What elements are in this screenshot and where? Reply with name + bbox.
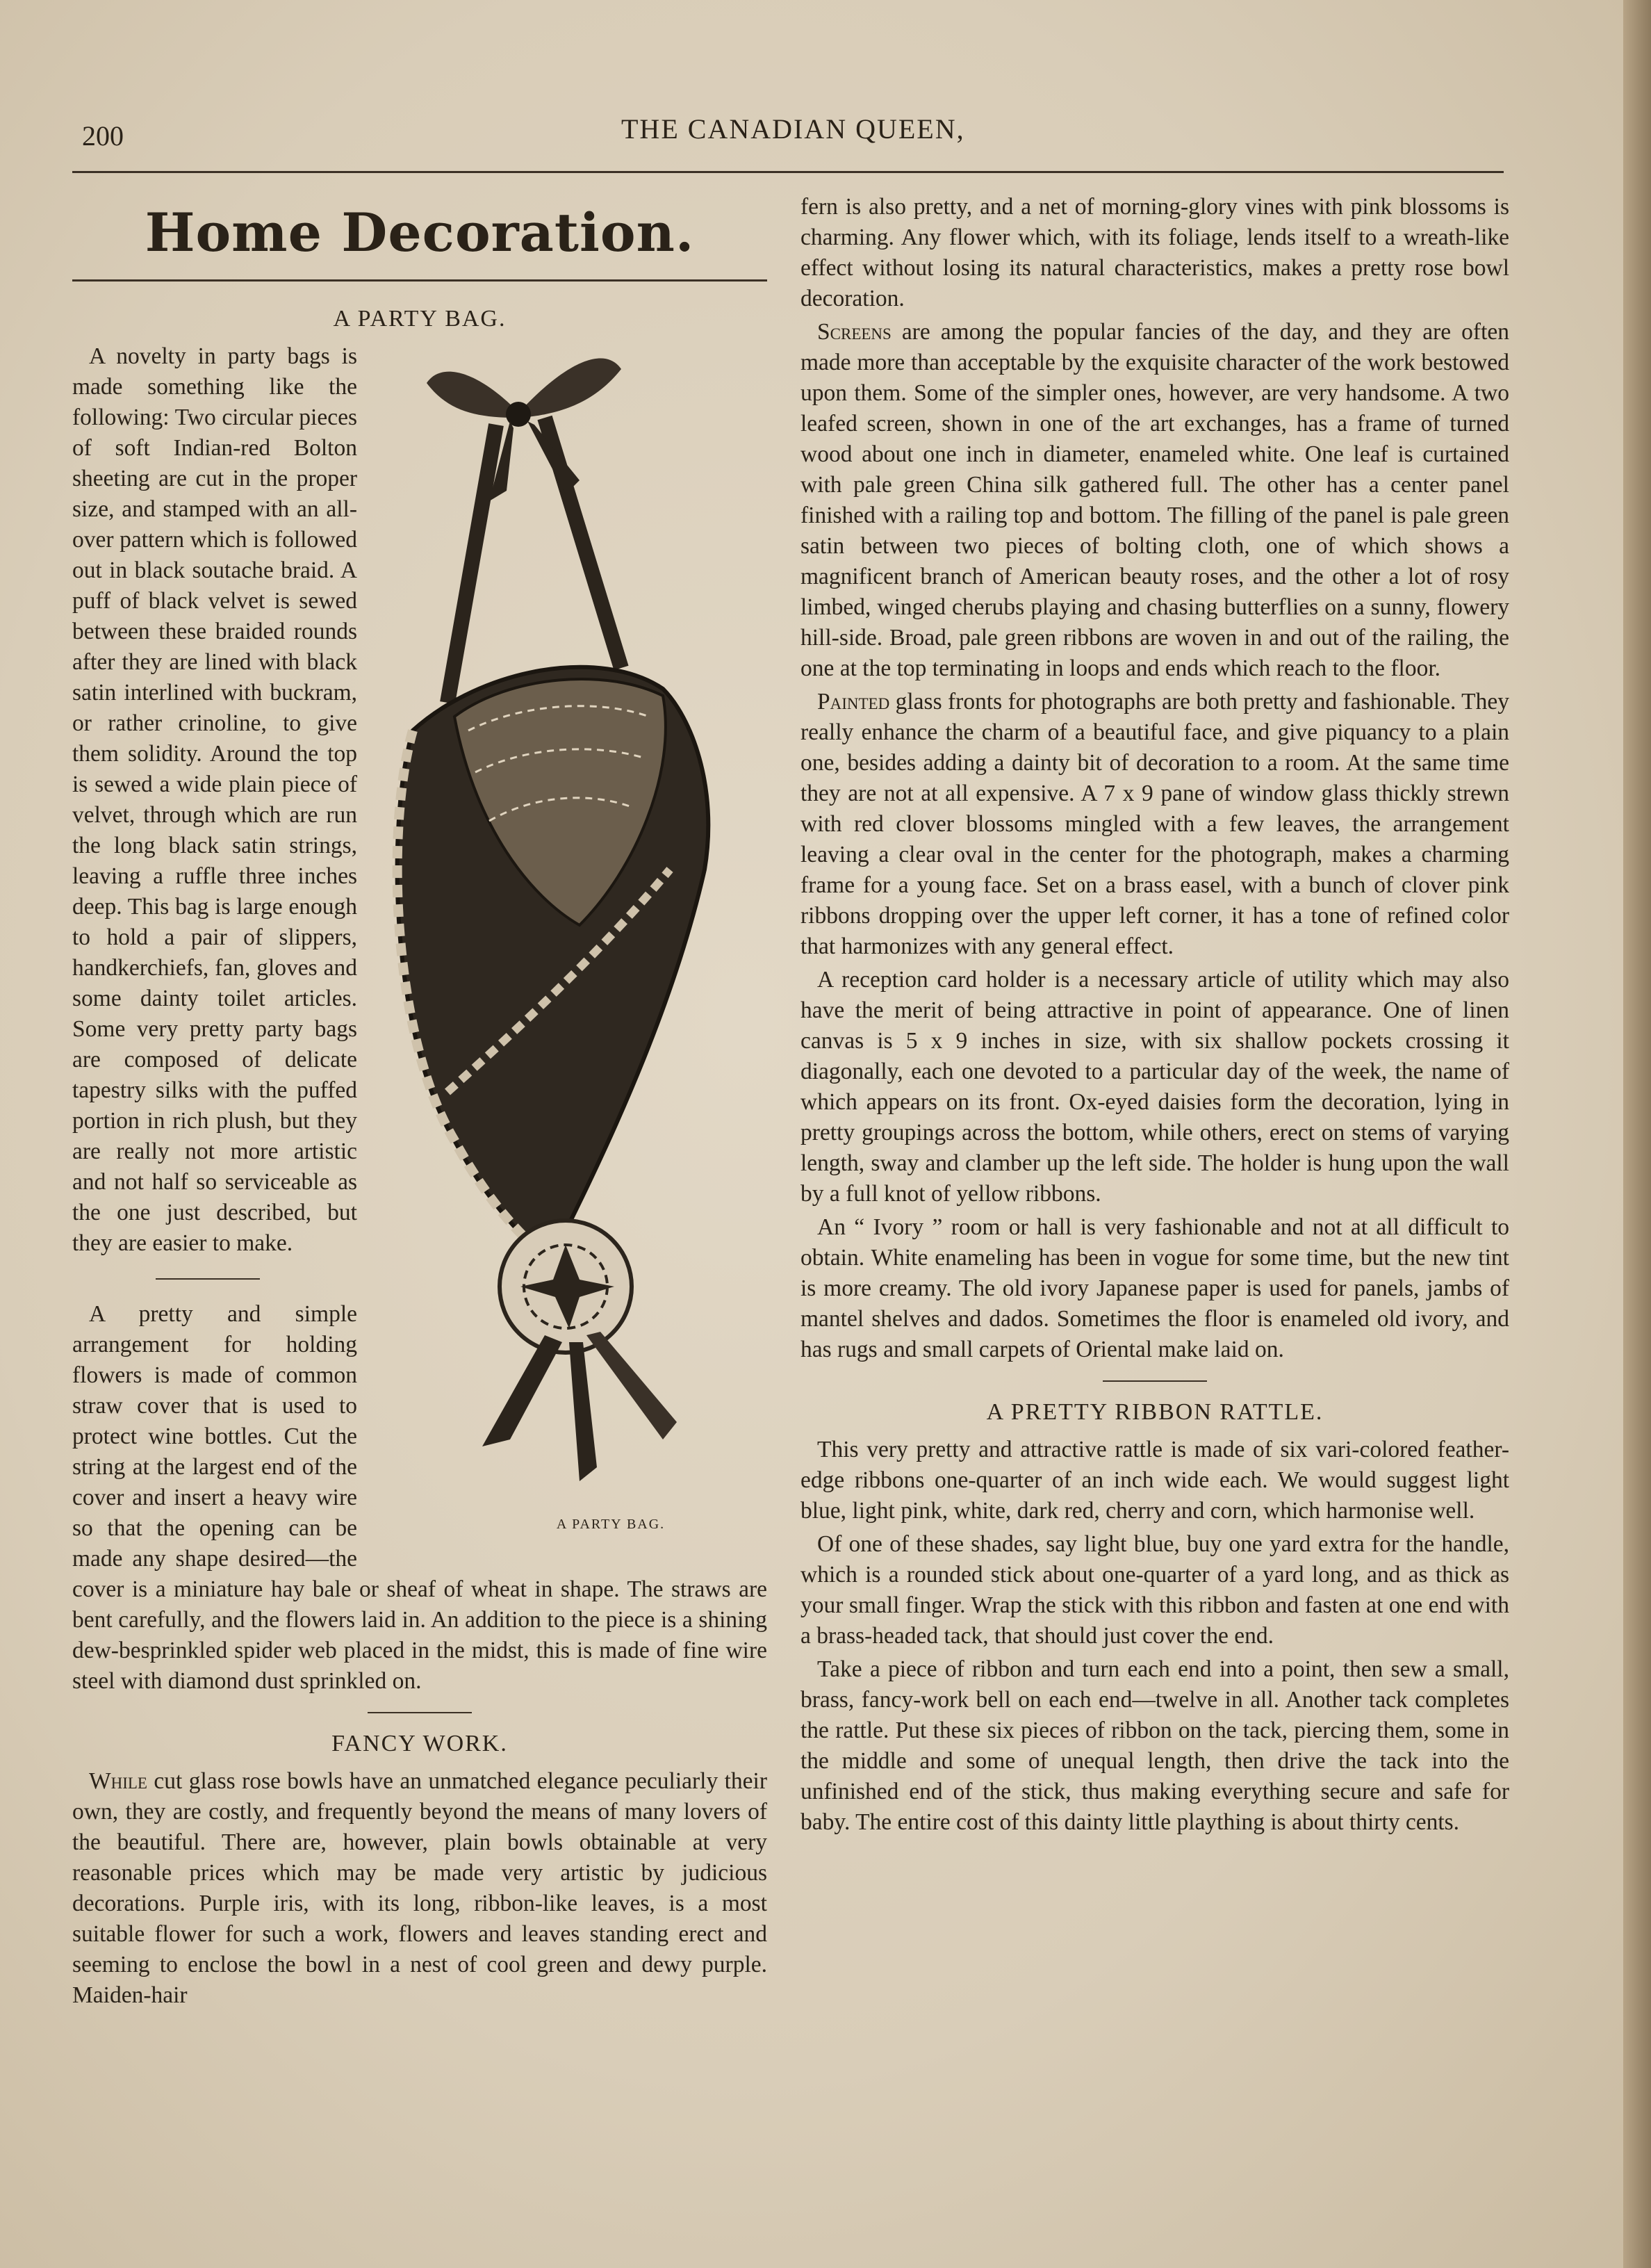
page-number: 200 [82,120,124,152]
left-column [72,202,767,2014]
rattle-section-rule [1103,1380,1207,1382]
painted-glass-paragraph [800,687,1509,962]
fancy-work-paragraph [72,1766,767,2011]
header-rule [72,171,1504,173]
bottom-ribbon-tail-3 [586,1332,677,1439]
article-title: Home Decoration. [145,202,695,263]
section-rule [368,1712,472,1713]
party-bag-figure [371,341,767,1551]
top-bow-left-loop [427,372,517,418]
page-spine-shadow [1623,0,1651,2268]
title-rule [72,279,767,282]
fancy-work-text: cut glass rose bowls have an unmatched elegance peculiarly their own, they are costly, and frequently beyond the means of many lovers of the beautiful. There are, however, plain bowls obtainable at very reasonable prices which may be made very artistic by judicious decorations. Purple iris, with its long, ribbon-like leaves, is a most suitable flower for such a work, flowers and leaves standing erect and seeming to enclose the bowl in a nest of cool green and dewy purple. Maiden-hair [72,1768,767,2008]
rattle-paragraph-1: This very pretty and attractive rattle is made of six vari-colored feather-edge ribbons one-quarter of an inch wide each. We would suggest light blue, light pink, white, dark red, cherry and corn, which harmonise well. [800,1437,1509,1524]
short-rule [156,1278,260,1280]
fancy-work-lead: While [89,1768,147,1794]
ivory-room-paragraph: An “ Ivory ” room or hall is very fashionable and not at all difficult to obtain. White enameling has been in vogue for some time, but the new tint is more creamy. The old ivory Japanese paper is used for panels, jambs of mantel shelves and dados. Sometimes the floor is enameled old ivory, and has rugs and small carpets of Oriental make laid on. [800,1214,1509,1362]
running-title: THE CANADIAN QUEEN, [621,113,965,145]
party-bag-heading: A PARTY BAG. [333,306,507,332]
party-bag-paragraph: A novelty in party bags is made something like the following: Two circular pieces of soft Indian-red Bolton sheeting are cut in the proper size, and stamped with an all-over pattern which is followed out in black soutache braid. A puff of black velvet is sewed between these braided rounds after they are lined with black satin interlined with buckram, or rather crinoline, to give them solidity. Around the top is sewed a wide plain piece of velvet, through which are run the long black satin strings, leaving a ruffle three inches deep. This bag is large enough to hold a pair of slippers, handkerchiefs, fan, gloves and some dainty toilet articles. Some very pretty party bags are composed of delicate tapestry silks with the puffed portion in rich plush, but they are really not more artistic and not half so serviceable as the one just described, but they are easier to make. [72,343,357,1256]
top-bow-right-loop [520,358,621,418]
rattle-paragraph-2: Of one of these shades, say light blue, buy one yard extra for the handle, which is a rounded stick about one-quarter of a yard long, and as thick as your small finger. Wrap the stick with this ribbon and fasten at one end with a brass-headed tack, that should just cover the end. [800,1531,1509,1649]
figure-caption: A PARTY BAG. [556,1517,666,1532]
bottom-ribbon-tail-2 [569,1342,597,1481]
flower-holder-paragraph: A pretty and simple arrangement for holding flowers is made of common straw cover that is used to protect wine bottles. Cut the string at the largest end of the cover and insert a heavy wire so that the opening can be made any shape desired—the cover is a miniature hay bale or sheaf of wheat in shape. The straws are bent carefully, and the flowers laid in. An addition to the piece is a shining dew-besprinkled spider web placed in the midst, this is made of fine wire steel with diamond dust sprinkled on. [72,1301,767,1694]
bag-string-left [447,425,496,703]
screens-text: are among the popular fancies of the day, and they are often made more than acceptable by the exquisite character of the work bestowed upon them. Some of the simpler ones, however, are very handsome. A two leafed screen, shown in one of the art exchanges, has a frame of turned wood about one inch in diameter, enameled white. One leaf is curtained with pale green China silk gathered full. The other has a center panel finished with a railing top and bottom. The filling of the panel is pale green satin between two pieces of bolting cloth, one of which shows a magnificent branch of American beauty roses, and the other a lot of rosy limbed, winged cherubs playing and chasing butterflies on a sunny, flowery hill-side. Broad, pale green ribbons are woven in and out of the railing, the one at the top terminating in loops and ends which reach to the floor. [800,319,1509,681]
screens-paragraph [800,317,1509,684]
card-holder-paragraph: A reception card holder is a necessary article of utility which may also have the merit of being attractive in point of appearance. One of linen canvas is 5 x 9 inches in size, with six shallow pockets crossing it diagonally, each one devoted to a particular day of the week, the name of which appears on its front. Ox-eyed daisies form the decoration, lying in pretty groupings across the bottom, while others, erect on stems of varying length, sway and clamber up the left side. The holder is hung upon the wall by a full knot of yellow ribbons. [800,967,1509,1207]
party-bag-illustration [371,341,767,1509]
rattle-paragraph-3: Take a piece of ribbon and turn each end into a point, then sew a small, brass, fancy-work bell on each end—twelve in all. Another tack completes the rattle. Put these six pieces of ribbon on the tack, piercing them, some in the middle and some of unequal length, then drive the tack into the unfinished end of the stick, thus making everything secure and safe for baby. The entire cost of this dainty little plaything is about thirty cents. [800,1656,1509,1835]
fancy-work-heading: FANCY WORK. [331,1731,508,1756]
painted-lead: Painted [817,689,890,715]
ribbon-rattle-heading: A PRETTY RIBBON RATTLE. [986,1399,1324,1425]
page-header [72,111,1504,153]
screens-lead: Screens [817,319,892,345]
right-column [800,192,1509,1841]
fancy-work-continued: fern is also pretty, and a net of morning-glory vines with pink blossoms is charming. Any flower which, with its foliage, lends itself to a wreath-like effect without losing its natural characteristics, makes a pretty rose bowl decoration. [800,194,1509,311]
painted-text: glass fronts for photographs are both pretty and fashionable. They really enhance the charm of a beautiful face, and give piquancy to a plain one, besides adding a dainty bit of decoration to a room. At the same time they are not at all expensive. A 7 x 9 pane of window glass thickly strewn with red clover blossoms mingled with a few leaves, the arrangement leaving a clear oval in the center for the photograph, makes a charming frame for a young face. Set on a brass easel, with a bunch of clover pink ribbons dropping over the upper left corner, it has a tone of refined color that harmonizes with any general effect. [800,689,1509,959]
bottom-ribbon-tail-1 [482,1335,562,1446]
